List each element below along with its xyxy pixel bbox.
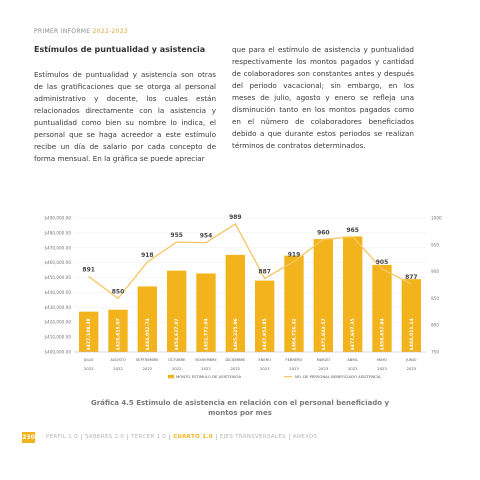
y-left-tick-label: $480,000.00	[44, 230, 71, 236]
x-year-label: 2022	[230, 366, 241, 371]
x-category-label: AGOSTO	[110, 358, 126, 362]
bar-data-label: $465,225.96	[233, 318, 239, 351]
y-right-tick-label: 950	[431, 242, 439, 248]
page-header	[34, 28, 128, 35]
bar-data-label: $458,457.84	[380, 318, 386, 351]
x-category-label: MARZO	[316, 358, 331, 362]
footer-nav-item-active[interactable]: CUARTO 1.0	[170, 434, 217, 440]
footer-nav-item[interactable]: PERFIL 1.0	[43, 434, 82, 440]
y-right-tick-label: 850	[431, 295, 439, 301]
bar-data-label: $464,716.42	[292, 318, 298, 351]
line-data-label: 877	[405, 273, 418, 281]
x-year-label: 2023	[318, 366, 329, 371]
x-category-label: FEBRERO	[285, 358, 303, 362]
x-category-label: JULIO	[83, 358, 94, 362]
x-year-label: 2023	[347, 366, 358, 371]
y-right-tick-label: 900	[431, 269, 439, 275]
line-data-label: 918	[141, 251, 154, 259]
line-data-label: 965	[346, 226, 359, 234]
legend-label-bar: MONTO ESTIMULO DE ASISTENCIA	[176, 374, 242, 379]
bar-data-label: $428,415.07	[116, 318, 122, 351]
y-left-tick-label: $470,000.00	[44, 245, 71, 251]
x-category-label: NOVIEMBRE	[195, 358, 217, 362]
y-left-tick-label: $400,000.00	[44, 349, 71, 355]
combo-chart	[28, 210, 452, 385]
y-left-tick-label: $440,000.00	[44, 289, 71, 295]
x-category-label: JUNIO	[406, 358, 417, 362]
text-column-right	[232, 44, 414, 152]
footer-nav-item[interactable]: SABERES 2.0	[82, 434, 128, 440]
y-left-tick-label: $460,000.00	[44, 260, 71, 266]
legend-label-line: NO. DE PERSONAL BENEFICIADO ASISTENCIA	[295, 374, 381, 379]
line-data-label: 989	[229, 213, 242, 221]
y-right-tick-label: 750	[431, 349, 439, 355]
y-right-tick-label: 800	[431, 322, 439, 328]
y-left-tick-label: $430,000.00	[44, 304, 71, 310]
x-category-label: MAYO	[376, 358, 388, 362]
footer-nav-item[interactable]: EJES TRANSVERSALES	[217, 434, 290, 440]
figure-caption: Gráfica 4.5 Estimulo de asistencia en relación con el personal beneficiado y montos por mes	[90, 399, 390, 417]
x-category-label: ABRIL	[347, 358, 358, 362]
y-left-tick-label: $410,000.00	[44, 334, 71, 340]
line-data-label: 960	[317, 229, 330, 237]
x-year-label: 2022	[171, 366, 182, 371]
line-data-label: 891	[82, 266, 95, 274]
line-data-label: 919	[287, 251, 301, 259]
bar-data-label: $427,108.38	[87, 318, 93, 351]
line-data-label: 887	[258, 268, 271, 276]
x-category-label: ENERO	[258, 358, 271, 362]
y-right-tick-label: 1000	[431, 215, 442, 221]
x-year-label: 2023	[289, 366, 299, 371]
bar-data-label: $477,607.35	[351, 318, 357, 351]
y-left-tick-label: $490,000.00	[44, 215, 71, 221]
line-series	[89, 224, 412, 299]
footer-nav-item[interactable]: TERCER 1.0	[128, 434, 170, 440]
bar-data-label: $475,843.57	[321, 318, 327, 351]
bar-data-label: $447,953.85	[263, 318, 269, 351]
header-year: 2022-2023	[92, 28, 128, 35]
legend-swatch-bar	[168, 375, 174, 379]
x-year-label: 2022	[201, 366, 211, 371]
line-data-label: 850	[111, 288, 125, 296]
line-data-label: 905	[375, 258, 389, 266]
y-left-tick-label: $450,000.00	[44, 275, 71, 281]
x-year-label: 2022	[113, 366, 123, 371]
x-year-label: 2023	[406, 366, 417, 371]
bar-data-label: $454,637.07	[175, 318, 181, 351]
paragraph-right: que para el estímulo de asistencia y puntualidad respectivamente los montos pagados y cantidad de colaboradores son constantes antes y después del periodo vacacional; sin embargo, en los meses de julio, agosto y enero se refleja una disminución tanto en los montos pagados como en el número de colaboradores beneficiados debido a que durante estos periodos se realizan términos de contratos determinados.	[232, 45, 414, 150]
bar-data-label: $452,772.04	[204, 318, 210, 351]
footer-nav-item[interactable]: ANEXOS	[292, 434, 318, 440]
page-number: 230	[22, 433, 35, 441]
bar-data-label: $444,052.74	[145, 318, 151, 351]
page-footer	[22, 430, 320, 444]
text-column-left	[34, 44, 216, 165]
header-text: PRIMER INFORME	[34, 28, 91, 35]
section-title: Estímulos de puntualidad y asistencia	[34, 45, 206, 54]
line-data-label: 955	[170, 232, 183, 240]
x-category-label: SEPTIEMBRE	[136, 358, 159, 362]
x-year-label: 2022	[142, 366, 153, 371]
x-category-label: OCTUBRE	[167, 358, 186, 362]
x-year-label: 2023	[259, 366, 270, 371]
y-left-tick-label: $420,000.00	[44, 319, 71, 325]
x-year-label: 2023	[377, 366, 387, 371]
x-category-label: DICIEMBRE	[225, 358, 246, 362]
line-data-label: 954	[199, 232, 213, 240]
x-year-label: 2022	[83, 366, 94, 371]
bar-data-label: $448,911.14	[409, 318, 415, 351]
paragraph-left: Estímulos de puntualidad y asistencia son otras de las gratificaciones que se otorga al personal administrativo y docente, los cuales están relacionados directamente con la asistencia y puntualidad como bien su nombre lo indica, el personal que se haga acreedor a este estímulo recibe un día de salario por cada concepto de forma mensual. En la gráfica se puede apreciar	[34, 70, 216, 163]
